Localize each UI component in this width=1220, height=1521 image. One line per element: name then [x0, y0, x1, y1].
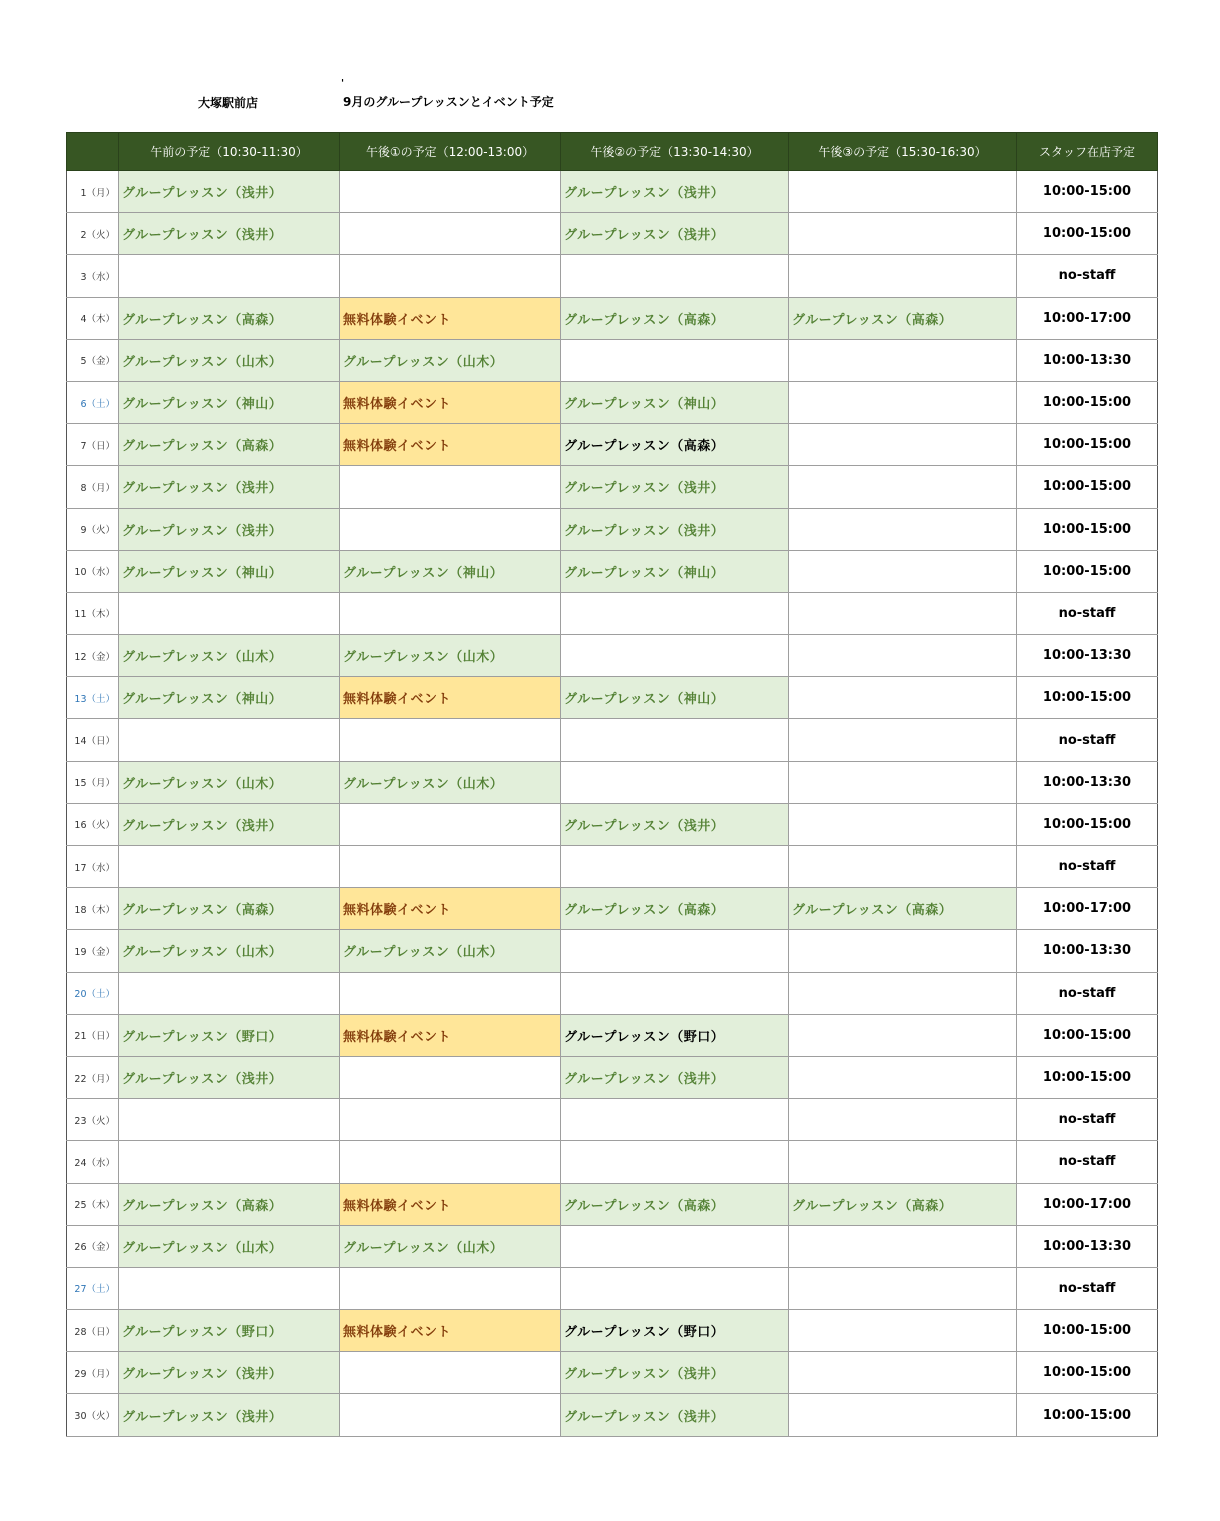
- afternoon-3-cell: [789, 930, 1017, 972]
- afternoon-1-cell: [340, 1099, 561, 1141]
- day-cell: 9（火）: [67, 508, 119, 550]
- staff-hours-cell: no-staff: [1017, 1267, 1158, 1309]
- afternoon-1-cell: グループレッスン（山木）: [340, 339, 561, 381]
- afternoon-1-cell: 無料体験イベント: [340, 1310, 561, 1352]
- table-row: [67, 1267, 1158, 1309]
- morning-cell: [119, 255, 340, 297]
- afternoon-3-cell: [789, 846, 1017, 888]
- day-cell: 13（土）: [67, 677, 119, 719]
- afternoon-3-cell: [789, 1225, 1017, 1267]
- table-row: [67, 719, 1158, 761]
- afternoon-3-cell: [789, 213, 1017, 255]
- afternoon-3-cell: [789, 1099, 1017, 1141]
- day-cell: 4（木）: [67, 297, 119, 339]
- schedule-table: [66, 132, 1158, 1437]
- table-row: [67, 888, 1158, 930]
- staff-hours-cell: 10:00-15:00: [1017, 213, 1158, 255]
- morning-cell: グループレッスン（高森）: [119, 1183, 340, 1225]
- afternoon-1-cell: [340, 1352, 561, 1394]
- afternoon-2-cell: [561, 972, 789, 1014]
- staff-hours-cell: no-staff: [1017, 592, 1158, 634]
- table-row: [67, 466, 1158, 508]
- morning-cell: グループレッスン（山木）: [119, 635, 340, 677]
- afternoon-2-cell: [561, 761, 789, 803]
- afternoon-3-cell: [789, 550, 1017, 592]
- afternoon-3-cell: [789, 1310, 1017, 1352]
- morning-cell: グループレッスン（山木）: [119, 761, 340, 803]
- afternoon-2-cell: グループレッスン（浅井）: [561, 1352, 789, 1394]
- morning-cell: グループレッスン（高森）: [119, 888, 340, 930]
- morning-cell: グループレッスン（浅井）: [119, 803, 340, 845]
- day-cell: 24（水）: [67, 1141, 119, 1183]
- staff-hours-cell: 10:00-13:30: [1017, 1225, 1158, 1267]
- staff-hours-cell: no-staff: [1017, 1099, 1158, 1141]
- afternoon-1-cell: [340, 1056, 561, 1098]
- staff-hours-cell: 10:00-15:00: [1017, 550, 1158, 592]
- table-row: [67, 550, 1158, 592]
- page-title: 9月のグループレッスンとイベント予定: [343, 95, 554, 109]
- table-row: [67, 846, 1158, 888]
- table-row: [67, 1056, 1158, 1098]
- day-cell: 29（月）: [67, 1352, 119, 1394]
- afternoon-2-cell: グループレッスン（野口）: [561, 1014, 789, 1056]
- staff-hours-cell: 10:00-15:00: [1017, 803, 1158, 845]
- afternoon-2-cell: グループレッスン（浅井）: [561, 466, 789, 508]
- morning-cell: グループレッスン（高森）: [119, 297, 340, 339]
- afternoon-3-cell: [789, 508, 1017, 550]
- afternoon-3-cell: グループレッスン（高森）: [789, 1183, 1017, 1225]
- afternoon-3-cell: [789, 381, 1017, 423]
- afternoon-1-cell: [340, 171, 561, 213]
- afternoon-1-cell: 無料体験イベント: [340, 1014, 561, 1056]
- day-cell: 15（月）: [67, 761, 119, 803]
- table-row: [67, 508, 1158, 550]
- afternoon-3-cell: [789, 803, 1017, 845]
- morning-cell: グループレッスン（浅井）: [119, 466, 340, 508]
- table-row: [67, 761, 1158, 803]
- afternoon-1-cell: [340, 1141, 561, 1183]
- staff-hours-cell: 10:00-15:00: [1017, 1352, 1158, 1394]
- morning-cell: [119, 846, 340, 888]
- afternoon-2-cell: グループレッスン（浅井）: [561, 171, 789, 213]
- table-row: [67, 1352, 1158, 1394]
- table-row: [67, 381, 1158, 423]
- day-cell: 22（月）: [67, 1056, 119, 1098]
- column-header-day: [67, 133, 119, 171]
- afternoon-2-cell: [561, 719, 789, 761]
- staff-hours-cell: no-staff: [1017, 719, 1158, 761]
- afternoon-1-cell: [340, 972, 561, 1014]
- morning-cell: グループレッスン（浅井）: [119, 1352, 340, 1394]
- day-cell: 16（火）: [67, 803, 119, 845]
- afternoon-3-cell: [789, 719, 1017, 761]
- staff-hours-cell: 10:00-15:00: [1017, 1056, 1158, 1098]
- afternoon-3-cell: [789, 677, 1017, 719]
- afternoon-2-cell: グループレッスン（浅井）: [561, 1394, 789, 1436]
- afternoon-1-cell: 無料体験イベント: [340, 381, 561, 423]
- table-row: [67, 171, 1158, 213]
- staff-hours-cell: 10:00-15:00: [1017, 466, 1158, 508]
- day-cell: 28（日）: [67, 1310, 119, 1352]
- table-row: [67, 803, 1158, 845]
- day-cell: 21（日）: [67, 1014, 119, 1056]
- afternoon-2-cell: [561, 339, 789, 381]
- day-cell: 10（水）: [67, 550, 119, 592]
- staff-hours-cell: 10:00-15:00: [1017, 171, 1158, 213]
- staff-hours-cell: 10:00-17:00: [1017, 888, 1158, 930]
- afternoon-1-cell: 無料体験イベント: [340, 1183, 561, 1225]
- table-row: [67, 1225, 1158, 1267]
- morning-cell: [119, 1267, 340, 1309]
- afternoon-1-cell: グループレッスン（山木）: [340, 930, 561, 972]
- staff-hours-cell: 10:00-15:00: [1017, 1394, 1158, 1436]
- day-cell: 30（火）: [67, 1394, 119, 1436]
- table-row: [67, 213, 1158, 255]
- table-row: [67, 255, 1158, 297]
- afternoon-3-cell: [789, 761, 1017, 803]
- table-row: [67, 1099, 1158, 1141]
- morning-cell: グループレッスン（浅井）: [119, 171, 340, 213]
- day-cell: 27（土）: [67, 1267, 119, 1309]
- column-header-staff: スタッフ在店予定: [1017, 133, 1158, 171]
- staff-hours-cell: no-staff: [1017, 1141, 1158, 1183]
- day-cell: 3（水）: [67, 255, 119, 297]
- table-row: [67, 635, 1158, 677]
- afternoon-1-cell: [340, 719, 561, 761]
- staff-hours-cell: 10:00-17:00: [1017, 297, 1158, 339]
- staff-hours-cell: 10:00-17:00: [1017, 1183, 1158, 1225]
- day-cell: 19（金）: [67, 930, 119, 972]
- corner-mark: ': [341, 78, 345, 89]
- afternoon-3-cell: グループレッスン（高森）: [789, 297, 1017, 339]
- afternoon-3-cell: [789, 972, 1017, 1014]
- afternoon-1-cell: 無料体験イベント: [340, 297, 561, 339]
- table-row: [67, 1394, 1158, 1436]
- afternoon-1-cell: 無料体験イベント: [340, 888, 561, 930]
- afternoon-2-cell: [561, 592, 789, 634]
- morning-cell: グループレッスン（高森）: [119, 424, 340, 466]
- day-cell: 2（火）: [67, 213, 119, 255]
- afternoon-3-cell: [789, 1352, 1017, 1394]
- day-cell: 20（土）: [67, 972, 119, 1014]
- afternoon-2-cell: グループレッスン（野口）: [561, 1310, 789, 1352]
- afternoon-2-cell: [561, 255, 789, 297]
- afternoon-3-cell: [789, 339, 1017, 381]
- day-cell: 1（月）: [67, 171, 119, 213]
- header-row: [67, 133, 1158, 171]
- afternoon-3-cell: [789, 1394, 1017, 1436]
- afternoon-2-cell: [561, 1225, 789, 1267]
- morning-cell: グループレッスン（浅井）: [119, 1394, 340, 1436]
- afternoon-3-cell: [789, 1056, 1017, 1098]
- staff-hours-cell: no-staff: [1017, 972, 1158, 1014]
- staff-hours-cell: no-staff: [1017, 255, 1158, 297]
- column-header-afternoon-1: 午後①の予定（12:00-13:00）: [340, 133, 561, 171]
- afternoon-3-cell: [789, 466, 1017, 508]
- day-cell: 11（木）: [67, 592, 119, 634]
- afternoon-1-cell: [340, 466, 561, 508]
- afternoon-2-cell: グループレッスン（浅井）: [561, 803, 789, 845]
- table-row: [67, 1183, 1158, 1225]
- afternoon-2-cell: グループレッスン（浅井）: [561, 508, 789, 550]
- morning-cell: グループレッスン（山木）: [119, 1225, 340, 1267]
- morning-cell: グループレッスン（野口）: [119, 1310, 340, 1352]
- day-cell: 14（日）: [67, 719, 119, 761]
- table-row: [67, 424, 1158, 466]
- afternoon-1-cell: グループレッスン（神山）: [340, 550, 561, 592]
- table-row: [67, 930, 1158, 972]
- afternoon-1-cell: [340, 803, 561, 845]
- day-cell: 12（金）: [67, 635, 119, 677]
- afternoon-3-cell: [789, 635, 1017, 677]
- afternoon-1-cell: グループレッスン（山木）: [340, 635, 561, 677]
- day-cell: 26（金）: [67, 1225, 119, 1267]
- afternoon-3-cell: [789, 1014, 1017, 1056]
- morning-cell: [119, 1099, 340, 1141]
- staff-hours-cell: 10:00-13:30: [1017, 761, 1158, 803]
- morning-cell: グループレッスン（山木）: [119, 339, 340, 381]
- afternoon-1-cell: [340, 1267, 561, 1309]
- afternoon-1-cell: [340, 255, 561, 297]
- afternoon-2-cell: [561, 846, 789, 888]
- staff-hours-cell: 10:00-13:30: [1017, 635, 1158, 677]
- afternoon-1-cell: 無料体験イベント: [340, 677, 561, 719]
- morning-cell: グループレッスン（神山）: [119, 381, 340, 423]
- afternoon-2-cell: [561, 1099, 789, 1141]
- day-cell: 7（日）: [67, 424, 119, 466]
- day-cell: 5（金）: [67, 339, 119, 381]
- afternoon-2-cell: グループレッスン（高森）: [561, 1183, 789, 1225]
- afternoon-1-cell: [340, 213, 561, 255]
- morning-cell: グループレッスン（浅井）: [119, 1056, 340, 1098]
- afternoon-2-cell: グループレッスン（高森）: [561, 424, 789, 466]
- afternoon-1-cell: [340, 592, 561, 634]
- table-row: [67, 972, 1158, 1014]
- morning-cell: グループレッスン（野口）: [119, 1014, 340, 1056]
- table-row: [67, 1014, 1158, 1056]
- table-row: [67, 297, 1158, 339]
- morning-cell: グループレッスン（浅井）: [119, 213, 340, 255]
- morning-cell: [119, 972, 340, 1014]
- day-cell: 18（木）: [67, 888, 119, 930]
- afternoon-2-cell: グループレッスン（高森）: [561, 888, 789, 930]
- afternoon-1-cell: 無料体験イベント: [340, 424, 561, 466]
- column-header-morning: 午前の予定（10:30-11:30）: [119, 133, 340, 171]
- staff-hours-cell: no-staff: [1017, 846, 1158, 888]
- afternoon-2-cell: [561, 635, 789, 677]
- afternoon-2-cell: [561, 1141, 789, 1183]
- afternoon-3-cell: [789, 171, 1017, 213]
- afternoon-3-cell: [789, 1267, 1017, 1309]
- afternoon-1-cell: [340, 508, 561, 550]
- morning-cell: グループレッスン（神山）: [119, 550, 340, 592]
- afternoon-1-cell: [340, 846, 561, 888]
- staff-hours-cell: 10:00-15:00: [1017, 508, 1158, 550]
- afternoon-1-cell: グループレッスン（山木）: [340, 761, 561, 803]
- morning-cell: グループレッスン（山木）: [119, 930, 340, 972]
- column-header-afternoon-3: 午後③の予定（15:30-16:30）: [789, 133, 1017, 171]
- morning-cell: グループレッスン（神山）: [119, 677, 340, 719]
- afternoon-2-cell: グループレッスン（神山）: [561, 677, 789, 719]
- day-cell: 17（水）: [67, 846, 119, 888]
- staff-hours-cell: 10:00-15:00: [1017, 1014, 1158, 1056]
- table-row: [67, 592, 1158, 634]
- afternoon-1-cell: [340, 1394, 561, 1436]
- afternoon-2-cell: グループレッスン（神山）: [561, 550, 789, 592]
- afternoon-3-cell: [789, 255, 1017, 297]
- table-row: [67, 1141, 1158, 1183]
- day-cell: 8（月）: [67, 466, 119, 508]
- staff-hours-cell: 10:00-13:30: [1017, 930, 1158, 972]
- day-cell: 23（火）: [67, 1099, 119, 1141]
- afternoon-1-cell: グループレッスン（山木）: [340, 1225, 561, 1267]
- day-cell: 6（土）: [67, 381, 119, 423]
- afternoon-2-cell: グループレッスン（高森）: [561, 297, 789, 339]
- afternoon-3-cell: グループレッスン（高森）: [789, 888, 1017, 930]
- afternoon-2-cell: [561, 1267, 789, 1309]
- morning-cell: [119, 592, 340, 634]
- staff-hours-cell: 10:00-15:00: [1017, 424, 1158, 466]
- morning-cell: グループレッスン（浅井）: [119, 508, 340, 550]
- afternoon-3-cell: [789, 1141, 1017, 1183]
- afternoon-3-cell: [789, 424, 1017, 466]
- store-name: 大塚駅前店: [198, 96, 259, 110]
- afternoon-2-cell: グループレッスン（浅井）: [561, 1056, 789, 1098]
- morning-cell: [119, 1141, 340, 1183]
- afternoon-2-cell: グループレッスン（神山）: [561, 381, 789, 423]
- afternoon-3-cell: [789, 592, 1017, 634]
- table-row: [67, 677, 1158, 719]
- morning-cell: [119, 719, 340, 761]
- staff-hours-cell: 10:00-15:00: [1017, 381, 1158, 423]
- day-cell: 25（木）: [67, 1183, 119, 1225]
- table-row: [67, 1310, 1158, 1352]
- staff-hours-cell: 10:00-13:30: [1017, 339, 1158, 381]
- afternoon-2-cell: [561, 930, 789, 972]
- staff-hours-cell: 10:00-15:00: [1017, 677, 1158, 719]
- table-row: [67, 339, 1158, 381]
- column-header-afternoon-2: 午後②の予定（13:30-14:30）: [561, 133, 789, 171]
- staff-hours-cell: 10:00-15:00: [1017, 1310, 1158, 1352]
- afternoon-2-cell: グループレッスン（浅井）: [561, 213, 789, 255]
